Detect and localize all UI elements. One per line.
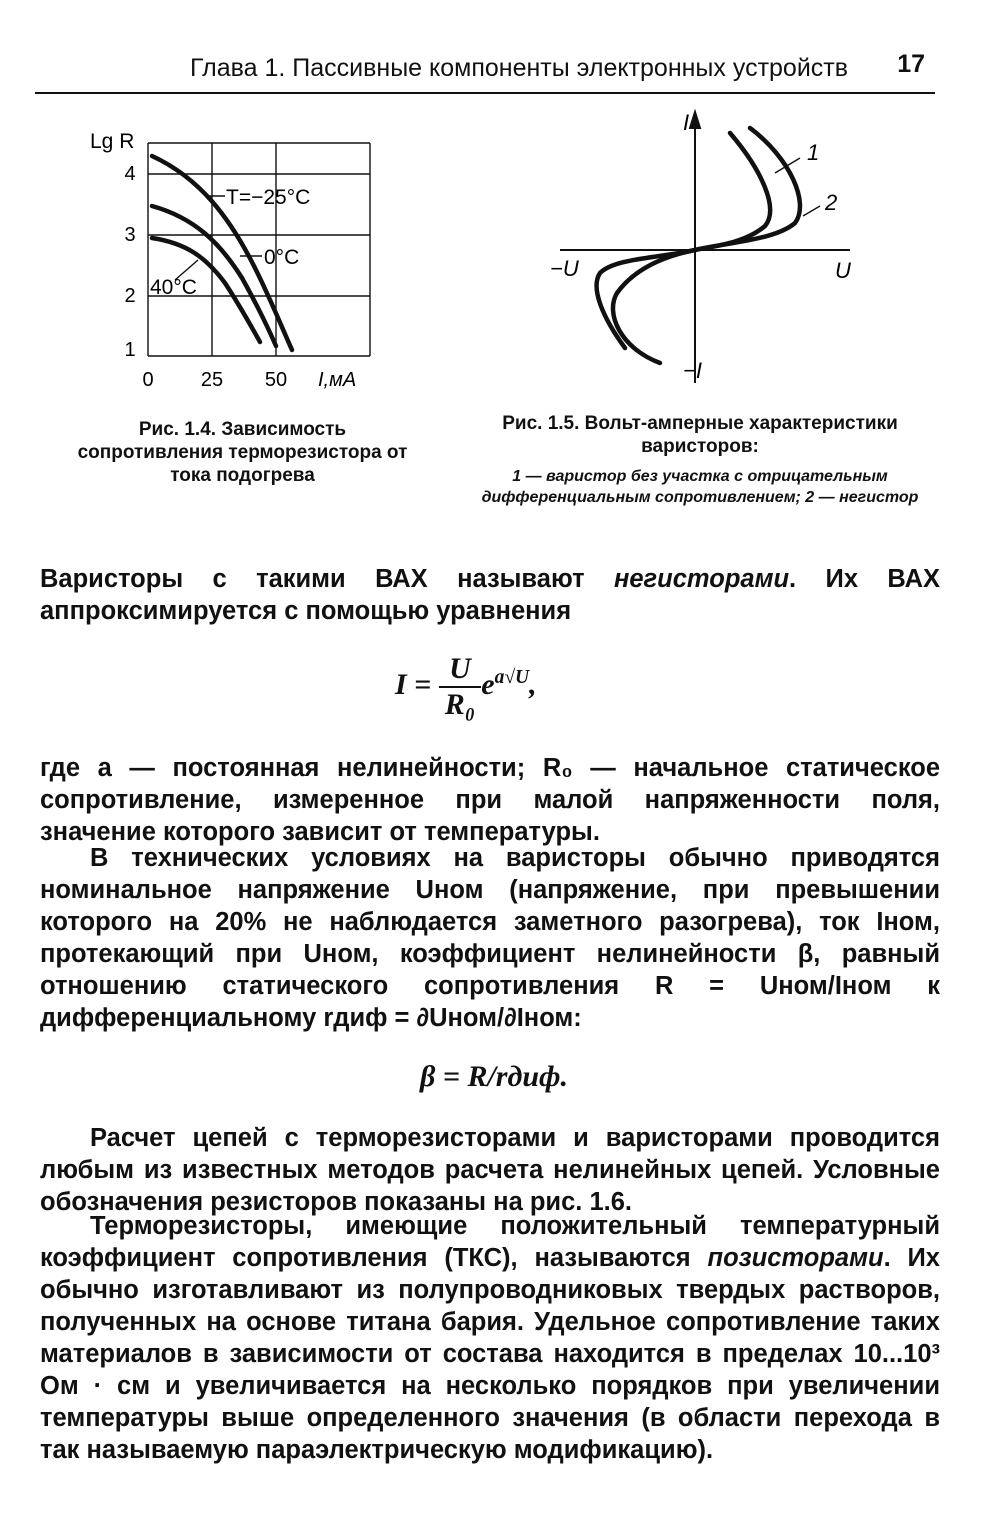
term-negistor: негисторами bbox=[613, 565, 790, 593]
figure-1-5-chart bbox=[545, 108, 865, 393]
x-tick-50: 50 bbox=[264, 369, 288, 391]
y-tick-2: 2 bbox=[124, 285, 136, 307]
label-neg-u: −U bbox=[550, 256, 579, 281]
equation-1-lhs: I = bbox=[395, 667, 432, 701]
figure-1-5-caption-legend: 1 — варистор без участка с отрицательным дифференциальным сопротивлением; 2 — негистор bbox=[481, 468, 919, 506]
paragraph-1-end: . Их ВАХ аппроксимируется с помощью уравнения bbox=[40, 565, 940, 625]
x-tick-25: 25 bbox=[200, 369, 224, 391]
figure-1-5 bbox=[545, 108, 865, 393]
paragraph-2: где a — постоянная нелинейности; R₀ — начальное статическое сопротивление, измеренное при малой напряженности поля, значение которого зависит от температуры. bbox=[40, 754, 940, 846]
equation-1-numerator: U bbox=[439, 652, 481, 688]
x-tick-0: 0 bbox=[142, 369, 154, 391]
equation-1-power: a√U bbox=[494, 666, 530, 688]
x-axis-label: I,мА bbox=[318, 369, 357, 391]
paragraph-4: Расчет цепей с терморезисторами и варисторами проводится любым из известных методов расчета нелинейных цепей. Условные обозначения резисторов показаны на рис. 1.6. bbox=[40, 1124, 940, 1216]
equation-1-fraction bbox=[439, 652, 481, 722]
paragraph-5-end: . Их обычно изготавливают из полупроводниковых твердых растворов, полученных на основе титана бария. Удельное сопротивление таких материалов в зависимости от состава находится в пределах 10...10³ Ом · см и увеличивается на несколько порядков при увеличении температуры выше определенного значения (в области перехода в так называемую параэлектрическую модификацию). bbox=[40, 1244, 940, 1464]
chapter-title: Глава 1. Пассивные компоненты электронных устройств bbox=[190, 54, 849, 82]
page-number: 17 bbox=[897, 50, 925, 78]
equation-1-exp: e bbox=[481, 667, 495, 701]
running-head bbox=[35, 48, 935, 94]
label-neg-i: −I bbox=[683, 358, 702, 383]
curve-label-0: 0°C bbox=[264, 246, 300, 269]
figure-1-4-chart bbox=[80, 128, 390, 398]
i-axis-arrow bbox=[690, 112, 700, 128]
figure-1-5-caption bbox=[460, 412, 940, 508]
figure-1-4-caption: Рис. 1.4. Зависимость сопротивления терморезистора от тока подогрева bbox=[77, 419, 408, 486]
equation-1 bbox=[395, 652, 537, 722]
y-tick-3: 3 bbox=[124, 224, 136, 246]
paragraph-5-start: Терморезисторы, имеющие положительный температурный коэффициент сопротивления (ТКС), называются bbox=[40, 1212, 940, 1272]
equation-2: β = R/rдиф. bbox=[420, 1060, 569, 1093]
paragraph-5 bbox=[40, 1210, 940, 1466]
paragraph-1-start: Варисторы с такими ВАХ называют bbox=[40, 565, 614, 593]
equation-1-comma: , bbox=[529, 667, 537, 701]
y-tick-1: 1 bbox=[124, 339, 136, 361]
leader-2 bbox=[803, 206, 820, 216]
paragraph-1 bbox=[40, 563, 940, 627]
curve-label-1: 1 bbox=[807, 140, 820, 165]
curve-varistor-1 bbox=[613, 133, 770, 363]
equation-1-denominator: R₀ bbox=[444, 688, 476, 721]
y-axis-label: Lg R bbox=[90, 130, 135, 153]
figure-1-5-caption-title: Рис. 1.5. Вольт-амперные характеристики варисторов: bbox=[502, 413, 898, 457]
label-u: U bbox=[835, 258, 851, 283]
figure-1-4 bbox=[80, 128, 390, 398]
term-posistor: позисторами bbox=[707, 1244, 884, 1272]
curve-label-minus25: T=−25°C bbox=[226, 186, 311, 209]
curve-label-2: 2 bbox=[825, 190, 838, 215]
curve-label-40: 40°C bbox=[150, 276, 197, 299]
curve-negistor-2 bbox=[597, 128, 800, 348]
paragraph-3: В технических условиях на варисторы обычно приводятся номинальное напряжение Uном (напряжение, при превышении которого на 20% не наблюдается заметного разогрева), ток Iном, протекающий при Uном, коэффициент нелинейности β, равный отношению статического сопротивления R = Uном/Iном к дифференциальному rдиф = ∂Uном/∂Iном: bbox=[40, 844, 940, 1032]
label-i: I bbox=[683, 110, 690, 135]
y-tick-4: 4 bbox=[124, 163, 136, 185]
